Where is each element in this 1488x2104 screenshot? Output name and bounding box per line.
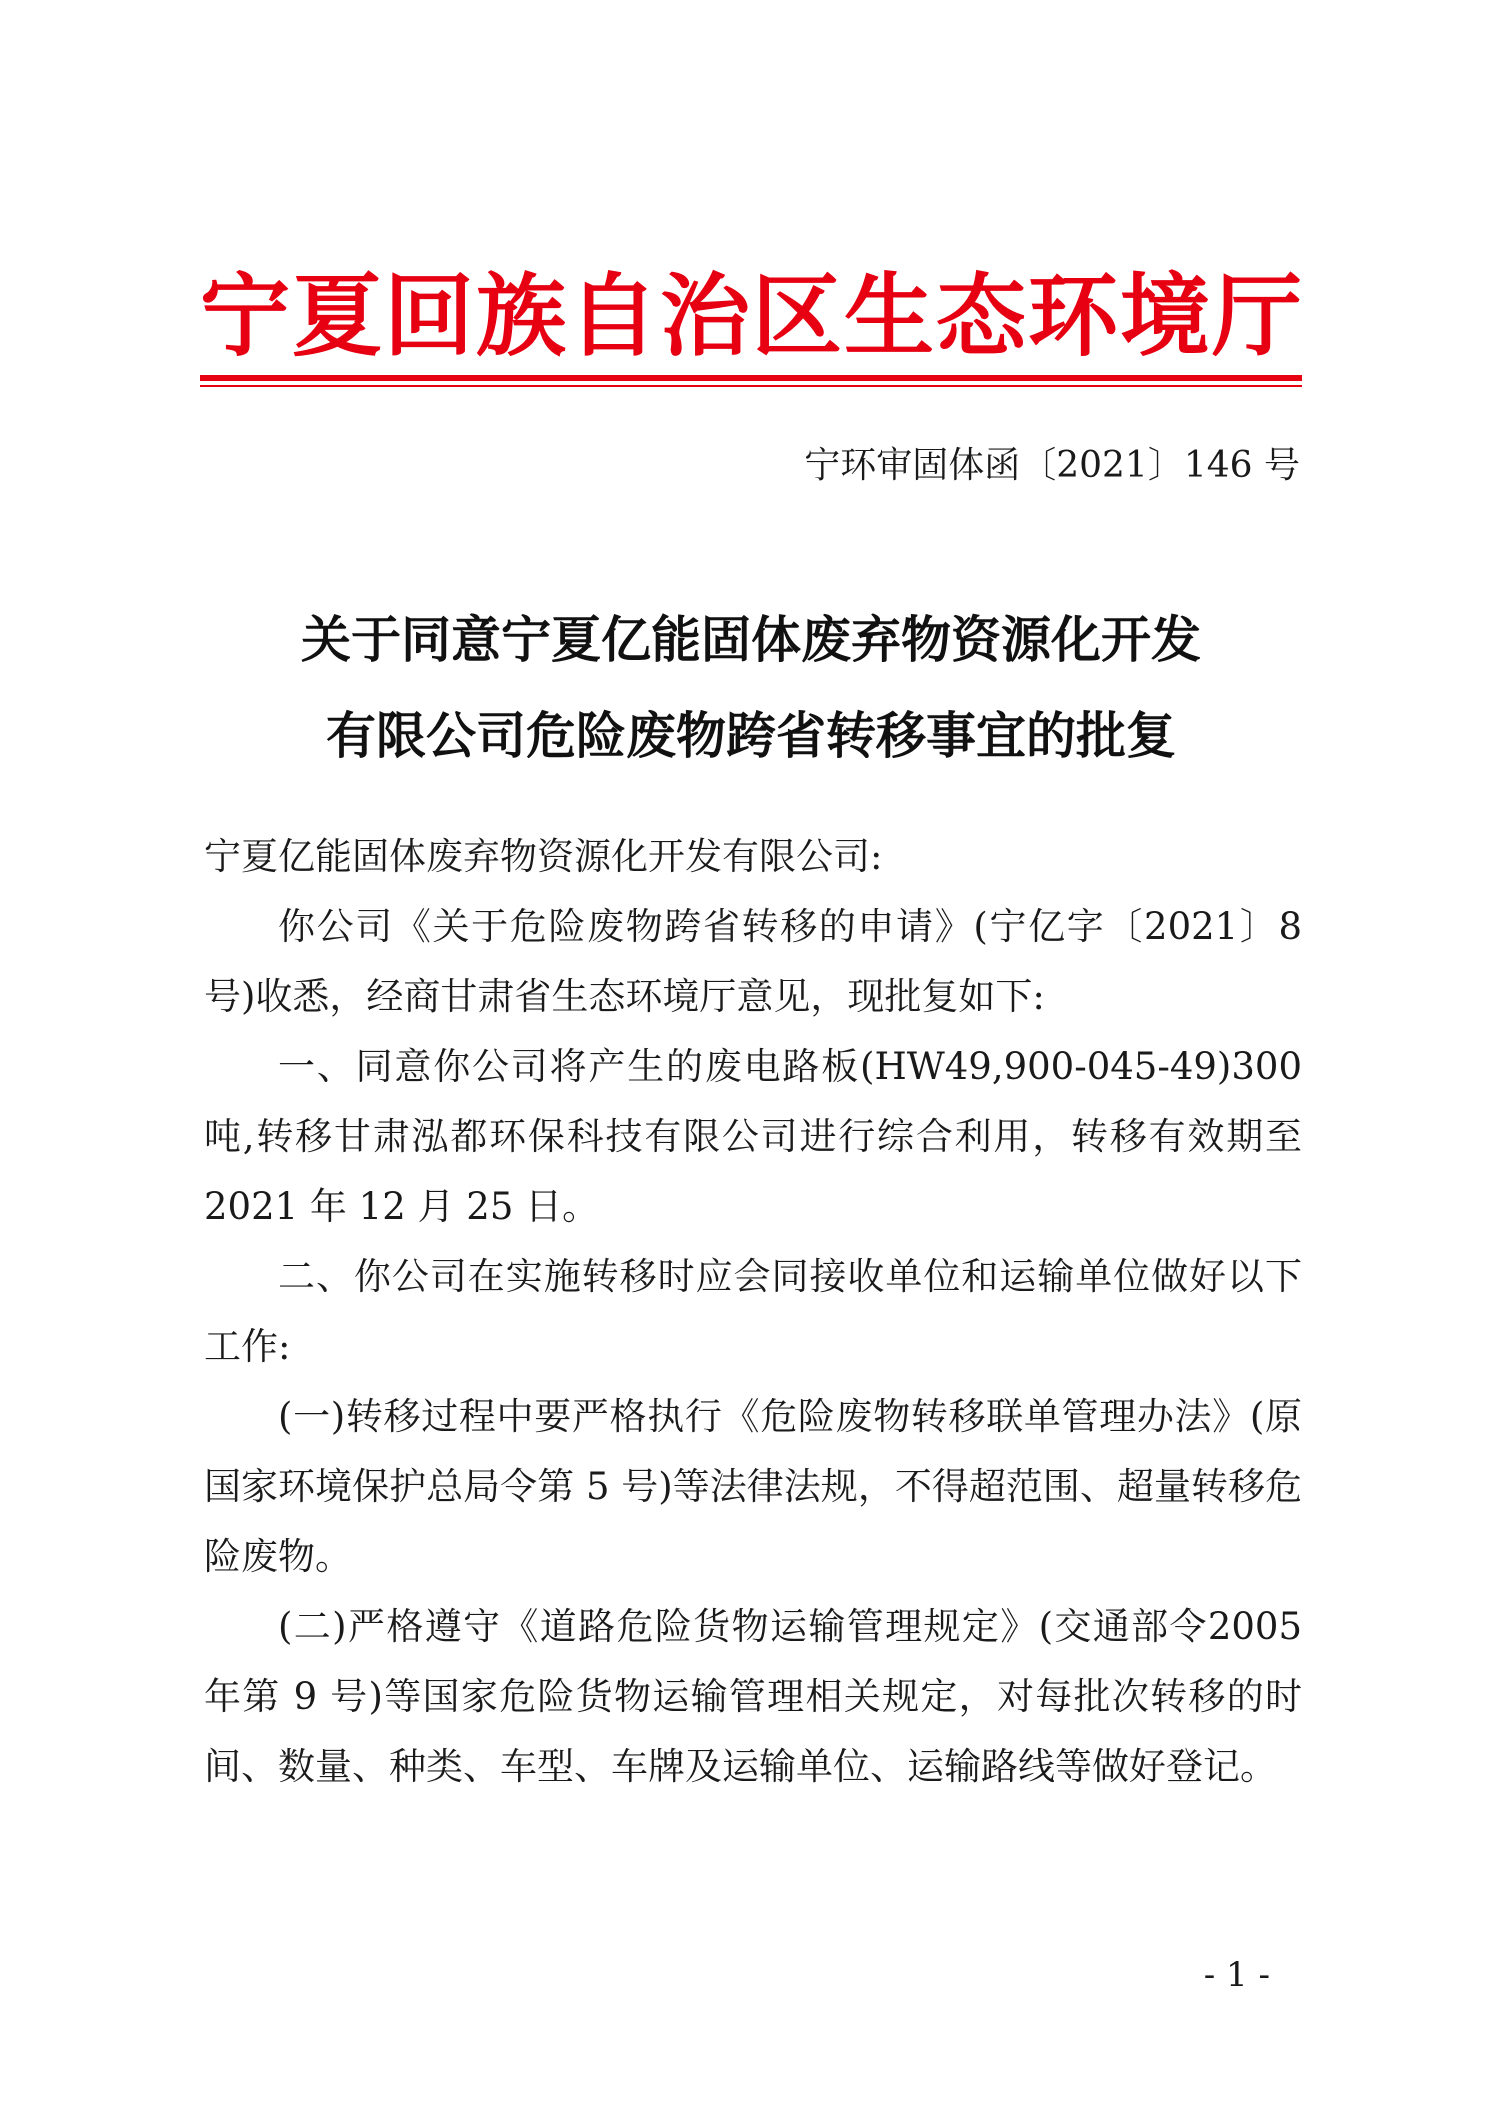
paragraph-item-1: 一、同意你公司将产生的废电路板(HW49,900-045-49)300吨,转移甘肃泓都环保科技有限公司进行综合利用，转移有效期至 2021 年 12 月 25 日。 — [204, 1045, 1302, 1228]
document-number: 宁环审固体函〔2021〕146 号 — [804, 445, 1300, 486]
red-header-rule-thin — [200, 385, 1302, 387]
agency-header: 宁夏回族自治区生态环境厅 — [200, 264, 1304, 369]
document-body — [204, 822, 1302, 1802]
paragraph-receipt: 你公司《关于危险废物跨省转移的申请》(宁亿字〔2021〕8号)收悉，经商甘肃省生态环境厅意见，现批复如下: — [204, 905, 1302, 1018]
document-title — [200, 592, 1302, 784]
page-number: - 1 - — [1203, 1955, 1270, 1995]
document-title-line-1: 关于同意宁夏亿能固体废弃物资源化开发 — [301, 610, 1201, 669]
paragraph-subitem-2: (二)严格遵守《道路危险货物运输管理规定》(交通部令2005 年第 9 号)等国家危险货物运输管理相关规定，对每批次转移的时间、数量、种类、车型、车牌及运输单位、运输路线等做好登记。 — [204, 1605, 1302, 1788]
red-header-rule — [200, 375, 1302, 381]
document-title-line-2: 有限公司危险废物跨省转移事宜的批复 — [326, 706, 1176, 765]
salutation: 宁夏亿能固体废弃物资源化开发有限公司: — [204, 835, 883, 878]
paragraph-subitem-1: (一)转移过程中要严格执行《危险废物转移联单管理办法》(原国家环境保护总局令第 5 号)等法律法规，不得超范围、超量转移危险废物。 — [204, 1395, 1302, 1578]
paragraph-item-2: 二、你公司在实施转移时应会同接收单位和运输单位做好以下工作: — [204, 1255, 1302, 1368]
